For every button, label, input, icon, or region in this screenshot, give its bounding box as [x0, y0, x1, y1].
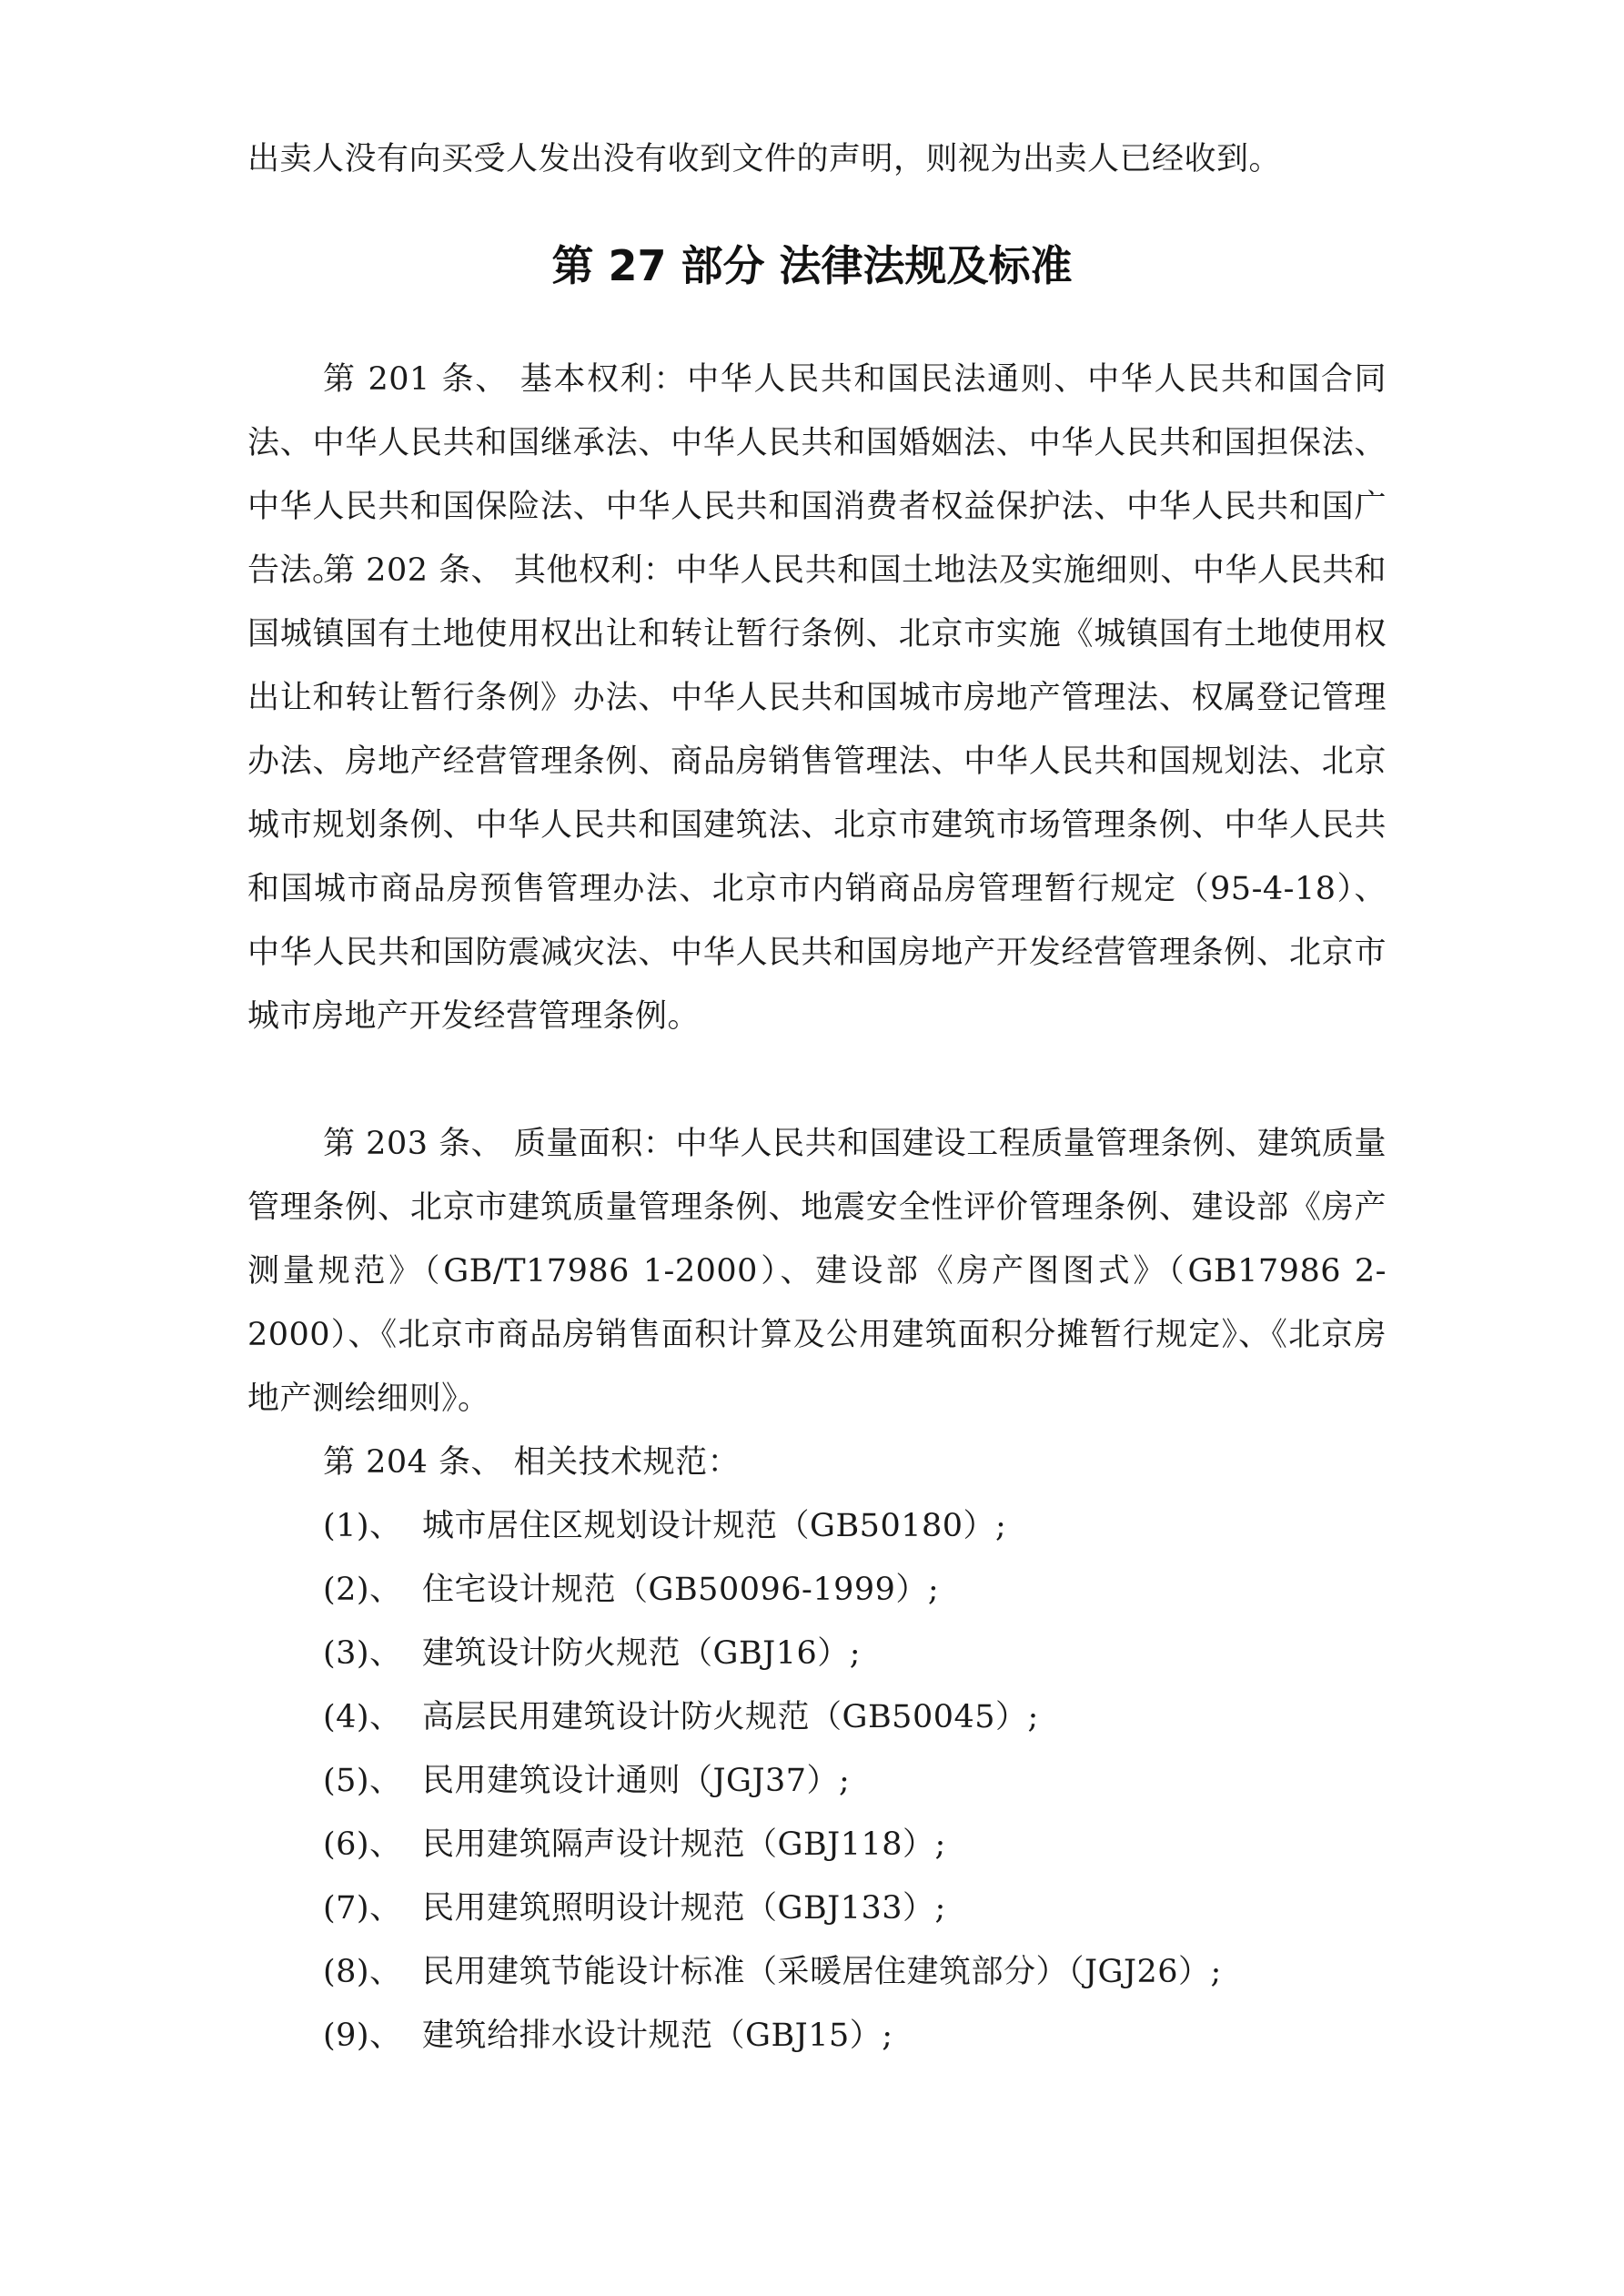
intro-line: 出卖人没有向买受人发出没有收到文件的声明，则视为出卖人已经收到。	[247, 141, 1282, 177]
standard-number: (4)、	[323, 1699, 402, 1735]
standard-number: (2)、	[323, 1572, 402, 1608]
standard-text: 民用建筑照明设计规范（GBJ133）;	[422, 1890, 946, 1927]
standard-text: 建筑设计防火规范（GBJ16）;	[422, 1635, 862, 1672]
standard-number: (3)、	[323, 1635, 402, 1672]
article-203: 第 203 条、 质量面积：中华人民共和国建设工程质量管理条例、建筑质量管理条例、北京市建筑质量管理条例、地震安全性评价管理条例、建设部《房产测量规范》（GB/T17986 1-2000）、建设部《房产图图式》（GB17986 2-2000）、《北京市商品房销售面积计算及公用建筑面积分摊暂行规定》、《北京房地产测绘细则》。	[247, 1126, 1387, 1417]
standard-text: 城市居住区规划设计规范（GB50180）;	[422, 1508, 1007, 1544]
standard-text: 建筑给排水设计规范（GBJ15）;	[422, 2018, 893, 2054]
standard-text: 住宅设计规范（GB50096-1999）;	[422, 1572, 940, 1608]
standard-item-9	[323, 2004, 1387, 2068]
standard-number: (5)、	[323, 1763, 402, 1799]
standard-item-1	[323, 1494, 1387, 1558]
standard-number: (8)、	[323, 1954, 402, 1990]
standard-number: (6)、	[323, 1826, 402, 1863]
standard-number: (1)、	[323, 1508, 402, 1544]
standard-item-8	[323, 1940, 1387, 2004]
standard-item-6	[323, 1813, 1387, 1876]
article-204: 第 204 条、 相关技术规范：	[323, 1444, 741, 1481]
standard-item-5	[323, 1749, 1387, 1813]
section-heading: 第 27 部分 法律法规及标准	[551, 241, 1073, 290]
article-202: 第 202 条、 其他权利：中华人民共和国土地法及实施细则、中华人民共和国城镇国有土地使用权出让和转让暂行条例、北京市实施《城镇国有土地使用权出让和转让暂行条例》办法、中华人民共和国城市房地产管理法、权属登记管理办法、房地产经营管理条例、商品房销售管理法、中华人民共和国规划法、北京城市规划条例、中华人民共和国建筑法、北京市建筑市场管理条例、中华人民共和国城市商品房预售管理办法、北京市内销商品房管理暂行规定（95-4-18）、中华人民共和国防震减灾法、中华人民共和国房地产开发经营管理条例、北京市城市房地产开发经营管理条例。	[247, 552, 1387, 1035]
standard-item-7	[323, 1876, 1387, 1940]
standard-number: (7)、	[323, 1890, 402, 1927]
standard-text: 高层民用建筑设计防火规范（GB50045）;	[422, 1699, 1039, 1735]
standard-item-3	[323, 1622, 1387, 1685]
standard-text: 民用建筑设计通则（JGJ37）;	[422, 1763, 851, 1799]
standard-number: (9)、	[323, 2018, 402, 2054]
standard-item-4	[323, 1685, 1387, 1749]
standard-text: 民用建筑隔声设计规范（GBJ118）;	[422, 1826, 946, 1863]
standard-text: 民用建筑节能设计标准（采暖居住建筑部分）（JGJ26）;	[422, 1954, 1222, 1990]
article-201: 第 201 条、 基本权利：中华人民共和国民法通则、中华人民共和国合同法、中华人民共和国继承法、中华人民共和国婚姻法、中华人民共和国担保法、中华人民共和国保险法、中华人民共和国消费者权益保护法、中华人民共和国广告法。	[247, 361, 1387, 589]
standard-item-2	[323, 1558, 1387, 1622]
